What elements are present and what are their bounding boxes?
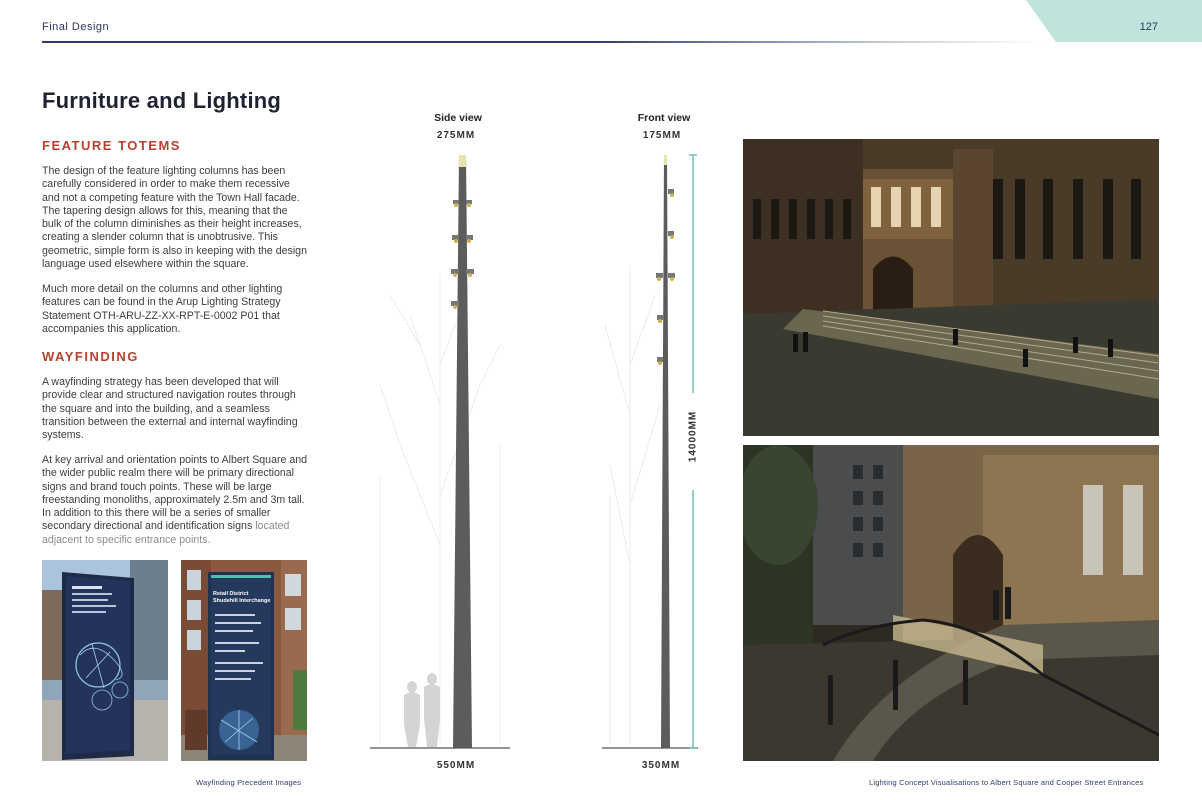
- wayfinding-paragraph-2: [42, 454, 307, 547]
- sign-2-title: [213, 591, 270, 605]
- human-scale-figures: [404, 673, 440, 747]
- feature-totems-paragraph-1: The design of the feature lighting columns has been carefully considered in order to make them recessive and not a competing feature with the Town Hall facade. The tapering design allows for this, meaning that the bulk of the column diminishes as their height increases, creating a slender column that is unobtrusive. This geometric, simple form is also in keeping with the design language used elsewhere within the square.: [42, 165, 307, 271]
- sign-2-title-line-2: Shudehill Interchange: [213, 598, 271, 604]
- wayfinding-heading: WAYFINDING: [42, 349, 139, 364]
- header-section-title: Final Design: [42, 21, 110, 33]
- tree-outline-side: [380, 275, 500, 745]
- header-rule: [42, 41, 1042, 43]
- front-view-top-width: 175MM: [642, 130, 682, 141]
- column-height-dimension: 14000MM: [687, 410, 699, 463]
- tree-outline-front: [605, 265, 660, 745]
- caption-wayfinding-images: Wayfinding Precedent Images: [196, 778, 302, 787]
- side-view-top-width: 275MM: [436, 130, 476, 141]
- wayfinding-sign-1-illustration: [42, 560, 168, 761]
- page-number: 127: [1139, 21, 1158, 33]
- side-view-base-width: 550MM: [436, 760, 476, 771]
- wayfinding-paragraph-1: A wayfinding strategy has been developed that will provide clear and structured navigation routes through the square and into the building, and a seamless transition between the external and internal wayfinding systems.: [42, 376, 298, 442]
- feature-totems-heading: FEATURE TOTEMS: [42, 138, 181, 153]
- wayfinding-paragraph-2-main: At key arrival and orientation points to Albert Square and the wider public realm there will be primary directional signs and brand touch points. These will be large freestanding monoliths, approximately 2.5m and 3m tall. In addition to this there will be a series of smaller secondary directional and identification signs: [42, 454, 308, 533]
- wayfinding-sign-image-2: [181, 560, 307, 761]
- wayfinding-sign-image-1: [42, 560, 168, 761]
- front-view-label: Front view: [637, 112, 691, 124]
- lighting-visualisation-albert-square: [743, 139, 1159, 436]
- front-view-column: [602, 155, 698, 748]
- caption-lighting-visualisations: Lighting Concept Visualisations to Albert Square and Cooper Street Entrances: [869, 778, 1144, 787]
- sign-2-title-line-1: Retail District: [213, 591, 249, 597]
- lighting-visualisation-cooper-street: [743, 445, 1159, 761]
- header-teal-tab: [1026, 0, 1202, 42]
- front-view-base-width: 350MM: [641, 760, 681, 771]
- lighting-column-drawings: [360, 145, 730, 757]
- feature-totems-paragraph-2: Much more detail on the columns and other lighting features can be found in the Arup Lighting Strategy Statement OTH-ARU-ZZ-XX-RPT-E-0002 P01 that accompanies this application.: [42, 283, 283, 335]
- albert-square-night-illustration: [743, 139, 1159, 436]
- page-title: Furniture and Lighting: [42, 88, 282, 113]
- wayfinding-paragraph-2-tail: located adjacent to specific entrance points.: [42, 520, 290, 546]
- side-view-label: Side view: [434, 112, 482, 124]
- cooper-street-night-illustration: [743, 445, 1159, 761]
